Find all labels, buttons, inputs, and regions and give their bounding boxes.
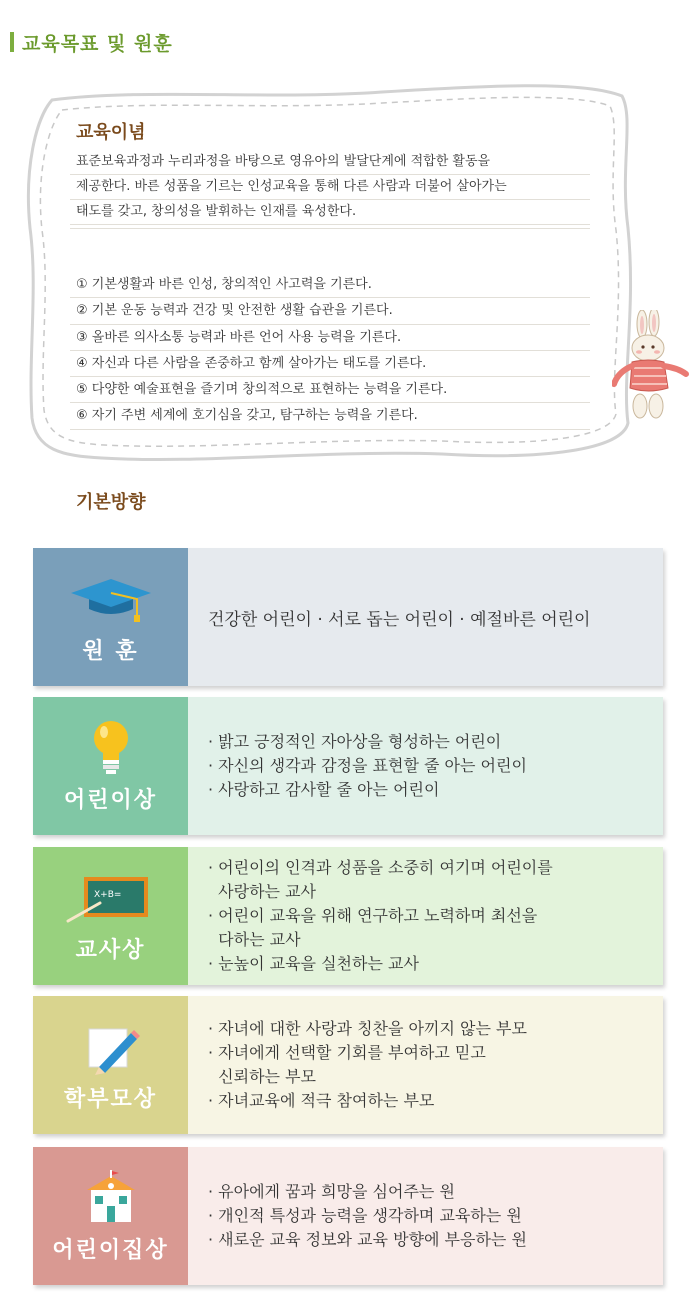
school-item: · 유아에게 꿈과 희망을 심어주는 원 [208, 1182, 455, 1201]
philosophy-line: 표준보육과정과 누리과정을 바탕으로 영유아의 발달단계에 적합한 활동을 [70, 150, 590, 175]
parent-ideal-row [33, 996, 663, 1134]
child-label-box [33, 697, 188, 835]
goals-list [70, 272, 590, 430]
chalkboard-icon [66, 869, 156, 927]
child-label: 어린이상 [63, 787, 157, 813]
school-item: · 개인적 특성과 능력을 생각하며 교육하는 원 [208, 1206, 522, 1225]
rabbit-illustration [612, 310, 692, 420]
philosophy-text [70, 150, 590, 225]
section-header [10, 30, 173, 54]
teacher-item: · 어린이의 인격과 성품을 소중히 여기며 어린이를 [208, 858, 553, 877]
school-label: 어린이집상 [52, 1237, 169, 1263]
goal-item: ③ 올바른 의사소통 능력과 바른 언어 사용 능력을 기른다. [70, 325, 590, 351]
parent-content [188, 996, 663, 1134]
teacher-label-box [33, 847, 188, 985]
motto-label: 원 훈 [82, 638, 139, 664]
motto-label-box [33, 548, 188, 686]
parent-item: 신뢰하는 부모 [208, 1067, 316, 1086]
goal-item: ⑥ 자기 주변 세계에 호기심을 갖고, 탐구하는 능력을 기른다. [70, 403, 590, 429]
board-text: X+B= [93, 889, 121, 900]
direction-title: 기본방향 [76, 492, 146, 513]
graduation-cap-icon [69, 570, 153, 628]
teacher-content [188, 847, 663, 985]
motto-row [33, 548, 663, 686]
teacher-item: 다하는 교사 [208, 930, 301, 949]
school-content [188, 1147, 663, 1285]
school-item: · 새로운 교육 정보와 교육 방향에 부응하는 원 [208, 1230, 527, 1249]
teacher-ideal-row [33, 847, 663, 985]
parent-item: · 자녀교육에 적극 참여하는 부모 [208, 1091, 435, 1110]
teacher-label: 교사상 [75, 937, 146, 963]
parent-item: · 자녀에 대한 사랑과 칭찬을 아끼지 않는 부모 [208, 1019, 527, 1038]
goal-item: ⑤ 다양한 예술표현을 즐기며 창의적으로 표현하는 능력을 기른다. [70, 377, 590, 403]
section-title: 교육목표 및 원훈 [22, 32, 173, 55]
parent-label-box [33, 996, 188, 1134]
child-ideal-row [33, 697, 663, 835]
child-item: · 사랑하고 감사할 줄 아는 어린이 [208, 780, 440, 799]
lightbulb-icon [91, 719, 131, 777]
school-ideal-row [33, 1147, 663, 1285]
teacher-item: 사랑하는 교사 [208, 882, 316, 901]
teacher-item: · 눈높이 교육을 실천하는 교사 [208, 954, 419, 973]
school-building-icon [79, 1169, 143, 1227]
child-content [188, 697, 663, 835]
child-item: · 자신의 생각과 감정을 표현할 줄 아는 어린이 [208, 756, 527, 775]
motto-text: 건강한 어린이 · 서로 돕는 어린이 · 예절바른 어린이 [208, 609, 591, 630]
philosophy-title: 교육이념 [76, 122, 146, 143]
parent-item: · 자녀에게 선택할 기회를 부여하고 믿고 [208, 1043, 486, 1062]
philosophy-line: 태도를 갖고, 창의성을 발휘하는 인재를 육성한다. [70, 200, 590, 225]
goal-item: ② 기본 운동 능력과 건강 및 안전한 생활 습관을 기른다. [70, 298, 590, 324]
teacher-item: · 어린이 교육을 위해 연구하고 노력하며 최선을 [208, 906, 538, 925]
pencil-note-icon [81, 1018, 141, 1076]
parent-label: 학부모상 [63, 1086, 157, 1112]
school-label-box [33, 1147, 188, 1285]
motto-content [188, 548, 663, 686]
child-item: · 밝고 긍정적인 자아상을 형성하는 어린이 [208, 732, 502, 751]
goal-item: ④ 자신과 다른 사람을 존중하고 함께 살아가는 태도를 기른다. [70, 351, 590, 377]
title-accent-bar [10, 32, 14, 52]
philosophy-line: 제공한다. 바른 성품을 기르는 인성교육을 통해 다른 사람과 더불어 살아가는 [70, 175, 590, 200]
goal-item: ① 기본생활과 바른 인성, 창의적인 사고력을 기른다. [70, 272, 590, 298]
divider-line [70, 228, 590, 229]
